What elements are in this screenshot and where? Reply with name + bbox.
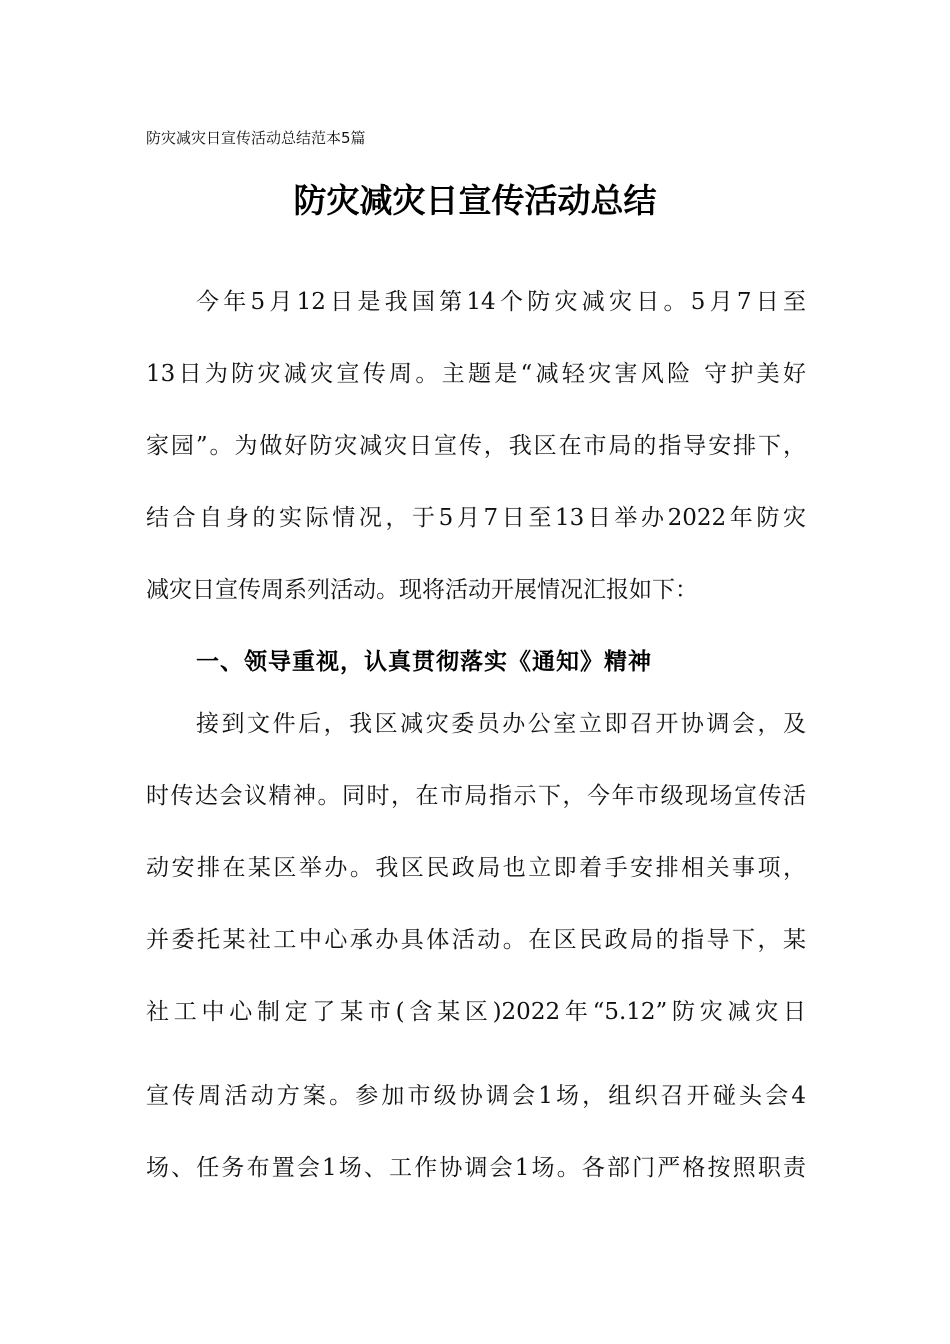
section1-line-5: 社工中心制定了某市(含某区)2022年“5.12”防灾减灾日 — [146, 999, 806, 1025]
section1-line-2: 时传达会议精神。同时，在市局指示下，今年市级现场宣传活 — [146, 783, 806, 809]
section1-line-3: 动安排在某区举办。我区民政局也立即着手安排相关事项， — [146, 855, 806, 881]
document-header: 防灾减灾日宣传活动总结范本5篇 — [146, 129, 366, 147]
paragraph1-line-4: 结合自身的实际情况，于5月7日至13日举办2022年防灾 — [146, 505, 806, 531]
section1-line-7: 场、任务布置会1场、工作协调会1场。各部门严格按照职责 — [146, 1155, 806, 1181]
paragraph1-line-3: 家园”。为做好防灾减灾日宣传，我区在市局的指导安排下， — [146, 433, 806, 459]
paragraph1-line-1: 今年5月12日是我国第14个防灾减灾日。5月7日至 — [196, 289, 806, 315]
section1-line-1: 接到文件后，我区减灾委员办公室立即召开协调会，及 — [196, 711, 806, 737]
paragraph1-line-5: 减灾日宣传周系列活动。现将活动开展情况汇报如下： — [146, 577, 698, 603]
section1-heading: 一、领导重视，认真贯彻落实《通知》精神 — [196, 649, 652, 675]
section1-line-6: 宣传周活动方案。参加市级协调会1场，组织召开碰头会4 — [146, 1083, 806, 1109]
section1-line-4: 并委托某社工中心承办具体活动。在区民政局的指导下，某 — [146, 927, 806, 953]
document-title: 防灾减灾日宣传活动总结 — [293, 181, 657, 220]
paragraph1-line-2: 13日为防灾减灾宣传周。主题是“减轻灾害风险 守护美好 — [146, 361, 806, 387]
